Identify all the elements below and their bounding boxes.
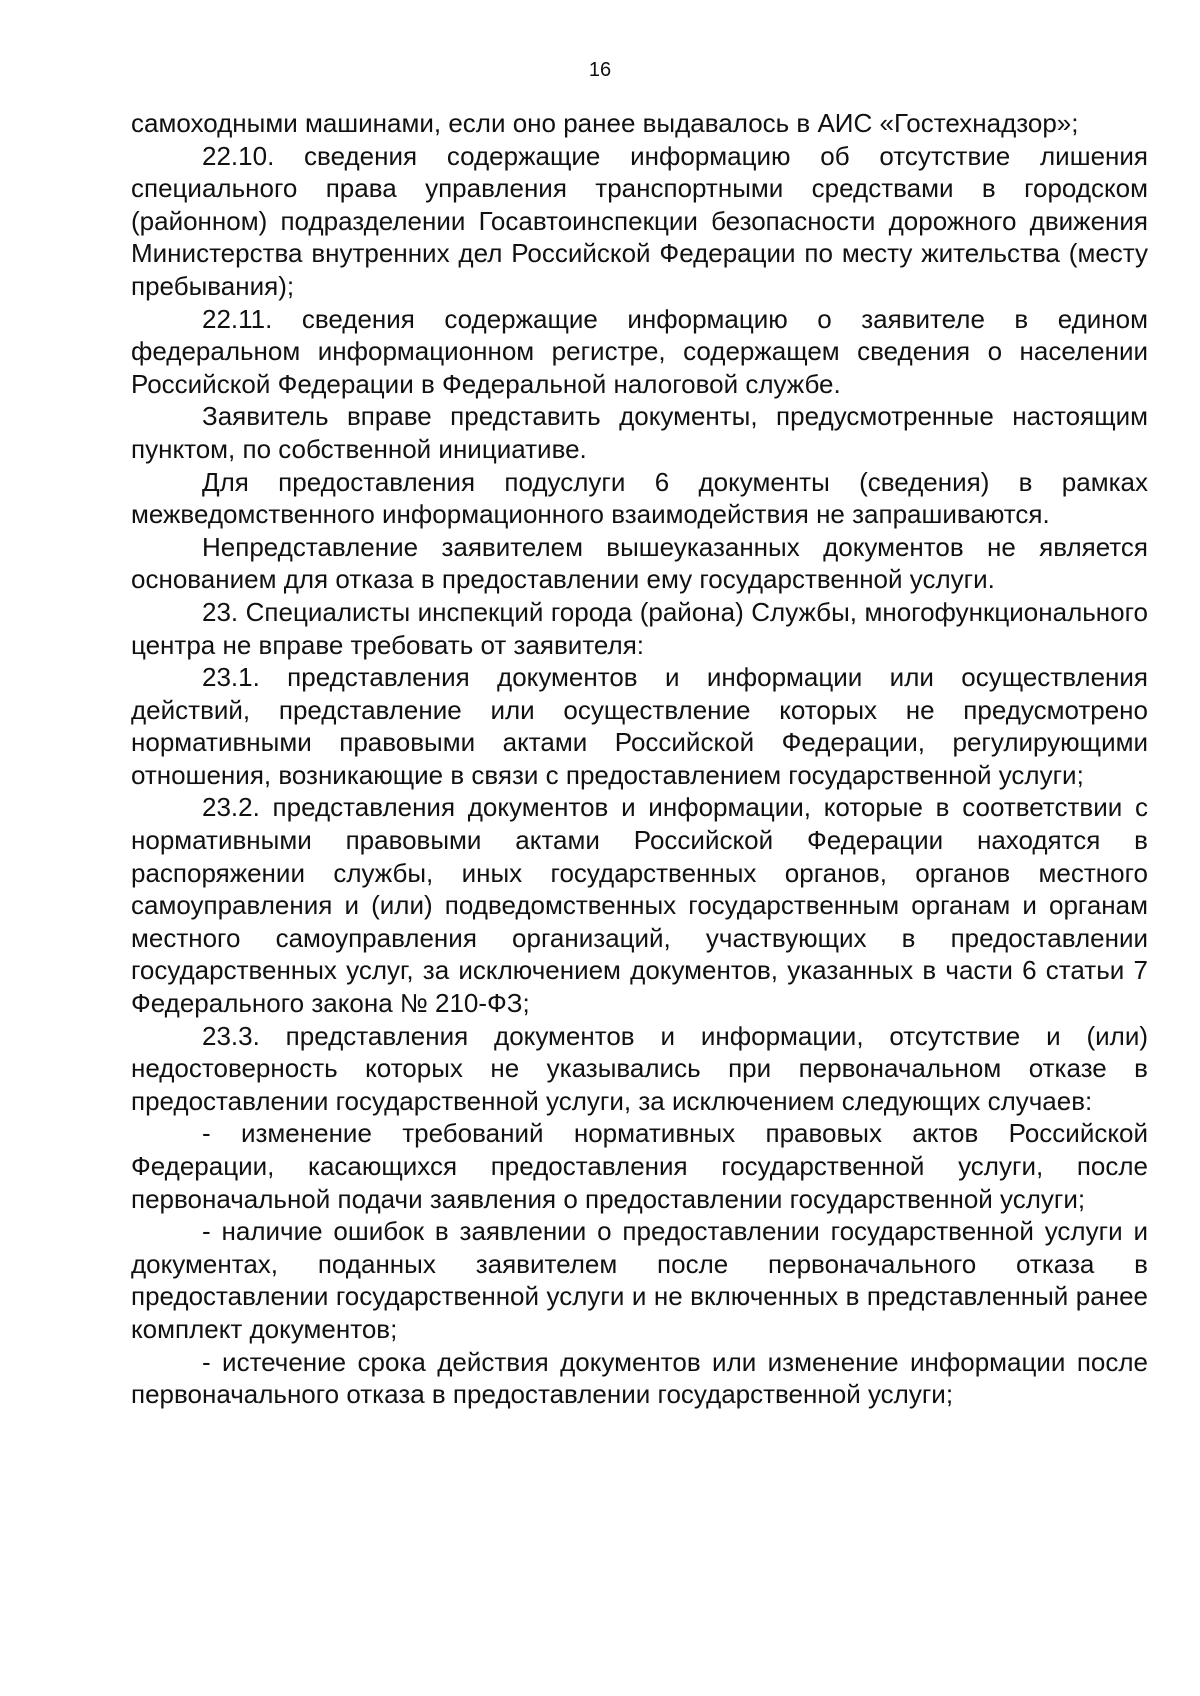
paragraph-non-submission: Непредставление заявителем вышеуказанных документов не является основанием для отказа в предоставлении ему государственной услуги. xyxy=(131,531,1148,595)
list-item-requirements-change: - изменение требований нормативных правовых актов Российской Федерации, касающихся предоставления государственной услуги, после первоначальной подачи заявления о предоставлении государственной услуги; xyxy=(131,1118,1148,1214)
paragraph-continuation: самоходными машинами, если оно ранее выдавалось в АИС «Гостехнадзор»; xyxy=(131,108,1079,138)
document-body xyxy=(131,107,1148,1411)
paragraph-23: 23. Специалисты инспекций города (района) Службы, многофункционального центра не вправе требовать от заявителя: xyxy=(131,596,1148,660)
paragraph-23-1: 23.1. представления документов и информации или осуществления действий, представление или осуществление которых не предусмотрено нормативными правовыми актами Российской Федерации, регулирующими отношения, возникающие в связи с предоставлением государственной услуги; xyxy=(131,662,1148,790)
paragraph-22-10: 22.10. сведения содержащие информацию об отсутствие лишения специального права управления транспортными средствами в городском (районном) подразделении Госавтоинспекции безопасности дорожного движения Министерства внутренних дел Российской Федерации по месту жительства (месту пребывания); xyxy=(131,140,1148,301)
paragraph-23-2: 23.2. представления документов и информации, которые в соответствии с нормативными правовыми актами Российской Федерации находятся в распоряжении службы, иных государственных органов, органов местного самоуправления и (или) подведомственных государственным органам и органам местного самоуправления организаций, участвующих в предоставлении государственных услуг, за исключением документов, указанных в части 6 статьи 7 Федерального закона № 210-ФЗ; xyxy=(131,792,1148,1019)
list-item-errors: - наличие ошибок в заявлении о предоставлении государственной услуги и документах, поданных заявителем после первоначального отказа в предоставлении государственной услуги и не включенных в представленный ранее комплект документов; xyxy=(131,1216,1148,1344)
page-number: 16 xyxy=(588,59,612,81)
paragraph-23-3: 23.3. представления документов и информации, отсутствие и (или) недостоверность которых не указывались при первоначальном отказе в предоставлении государственной услуги, за исключением следующих случаев: xyxy=(131,1020,1148,1116)
paragraph-subservice-6: Для предоставления подуслуги 6 документы (сведения) в рамках межведомственного информационного взаимодействия не запрашиваются. xyxy=(131,466,1148,530)
list-item-expiry: - истечение срока действия документов или изменение информации после первоначального отказа в предоставлении государственной услуги; xyxy=(131,1346,1148,1410)
paragraph-22-11: 22.11. сведения содержащие информацию о заявителе в едином федеральном информационном регистре, содержащем сведения о населении Российской Федерации в Федеральной налоговой службе. xyxy=(131,303,1148,399)
paragraph-applicant-right: Заявитель вправе представить документы, предусмотренные настоящим пунктом, по собственной инициативе. xyxy=(131,401,1148,464)
